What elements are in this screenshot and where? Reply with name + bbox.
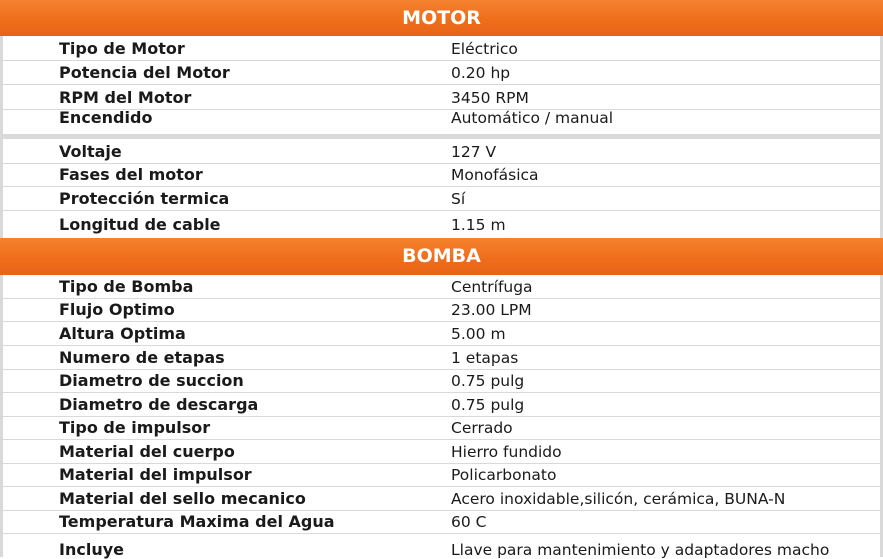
section-title-motor: MOTOR bbox=[402, 7, 481, 29]
spec-value: Hierro fundido bbox=[451, 443, 562, 461]
spec-value: 127 V bbox=[451, 143, 497, 161]
spec-value: Llave para mantenimiento y adaptadores macho bbox=[451, 541, 830, 559]
spec-label: Diametro de succion bbox=[59, 371, 244, 390]
table-row bbox=[0, 85, 883, 110]
spec-value: 1.15 m bbox=[451, 216, 506, 234]
spec-value: 0.75 pulg bbox=[451, 372, 525, 390]
spec-label: Altura Optima bbox=[59, 324, 186, 343]
spec-label: Voltaje bbox=[59, 142, 122, 161]
table-row bbox=[0, 61, 883, 85]
spec-label: Incluye bbox=[59, 540, 124, 559]
table-border-left bbox=[0, 275, 3, 557]
table-row bbox=[0, 275, 883, 299]
table-row bbox=[0, 440, 883, 464]
spec-label: Longitud de cable bbox=[59, 215, 221, 234]
table-row bbox=[0, 211, 883, 238]
spec-value: Acero inoxidable,silicón, cerámica, BUNA-N bbox=[451, 490, 786, 508]
spec-value: Centrífuga bbox=[451, 278, 533, 296]
spec-label: Material del cuerpo bbox=[59, 442, 235, 461]
spec-label: Tipo de Motor bbox=[59, 39, 185, 58]
spec-value: Sí bbox=[451, 190, 466, 208]
section-header-motor bbox=[0, 0, 883, 36]
table-row bbox=[0, 164, 883, 187]
section-header-bomba bbox=[0, 238, 883, 275]
spec-label: Encendido bbox=[59, 108, 153, 127]
spec-label: Tipo de impulsor bbox=[59, 418, 211, 437]
spec-label: Potencia del Motor bbox=[59, 63, 230, 82]
table-border-left bbox=[0, 36, 3, 238]
table-row bbox=[0, 511, 883, 534]
spec-label: Numero de etapas bbox=[59, 348, 225, 367]
table-row bbox=[0, 187, 883, 211]
spec-value: Cerrado bbox=[451, 419, 513, 437]
table-row bbox=[0, 299, 883, 322]
table-row bbox=[0, 464, 883, 487]
table-row bbox=[0, 36, 883, 61]
spec-value: 3450 RPM bbox=[451, 89, 529, 107]
spec-label: RPM del Motor bbox=[59, 88, 192, 107]
spec-value: Eléctrico bbox=[451, 40, 518, 58]
spec-value: 5.00 m bbox=[451, 325, 506, 343]
table-row bbox=[0, 393, 883, 417]
spec-value: 0.75 pulg bbox=[451, 396, 525, 414]
spec-value: 23.00 LPM bbox=[451, 301, 532, 319]
table-row bbox=[0, 346, 883, 370]
spec-label: Material del impulsor bbox=[59, 465, 252, 484]
table-row bbox=[0, 534, 883, 557]
table-row bbox=[0, 110, 883, 139]
spec-label: Diametro de descarga bbox=[59, 395, 259, 414]
table-row bbox=[0, 139, 883, 164]
table-row bbox=[0, 417, 883, 440]
spec-label: Material del sello mecanico bbox=[59, 489, 306, 508]
spec-value: 60 C bbox=[451, 513, 487, 531]
spec-label: Tipo de Bomba bbox=[59, 277, 194, 296]
spec-label: Flujo Optimo bbox=[59, 300, 175, 319]
table-row bbox=[0, 322, 883, 346]
spec-value: Monofásica bbox=[451, 166, 539, 184]
table-row bbox=[0, 370, 883, 393]
spec-value: 0.20 hp bbox=[451, 64, 511, 82]
section-title-bomba: BOMBA bbox=[402, 245, 481, 267]
spec-label: Temperatura Maxima del Agua bbox=[59, 512, 335, 531]
spec-value: 1 etapas bbox=[451, 349, 519, 367]
spec-value: Policarbonato bbox=[451, 466, 557, 484]
table-row bbox=[0, 487, 883, 511]
spec-value: Automático / manual bbox=[451, 109, 614, 127]
spec-label: Protección termica bbox=[59, 189, 230, 208]
spec-label: Fases del motor bbox=[59, 165, 203, 184]
